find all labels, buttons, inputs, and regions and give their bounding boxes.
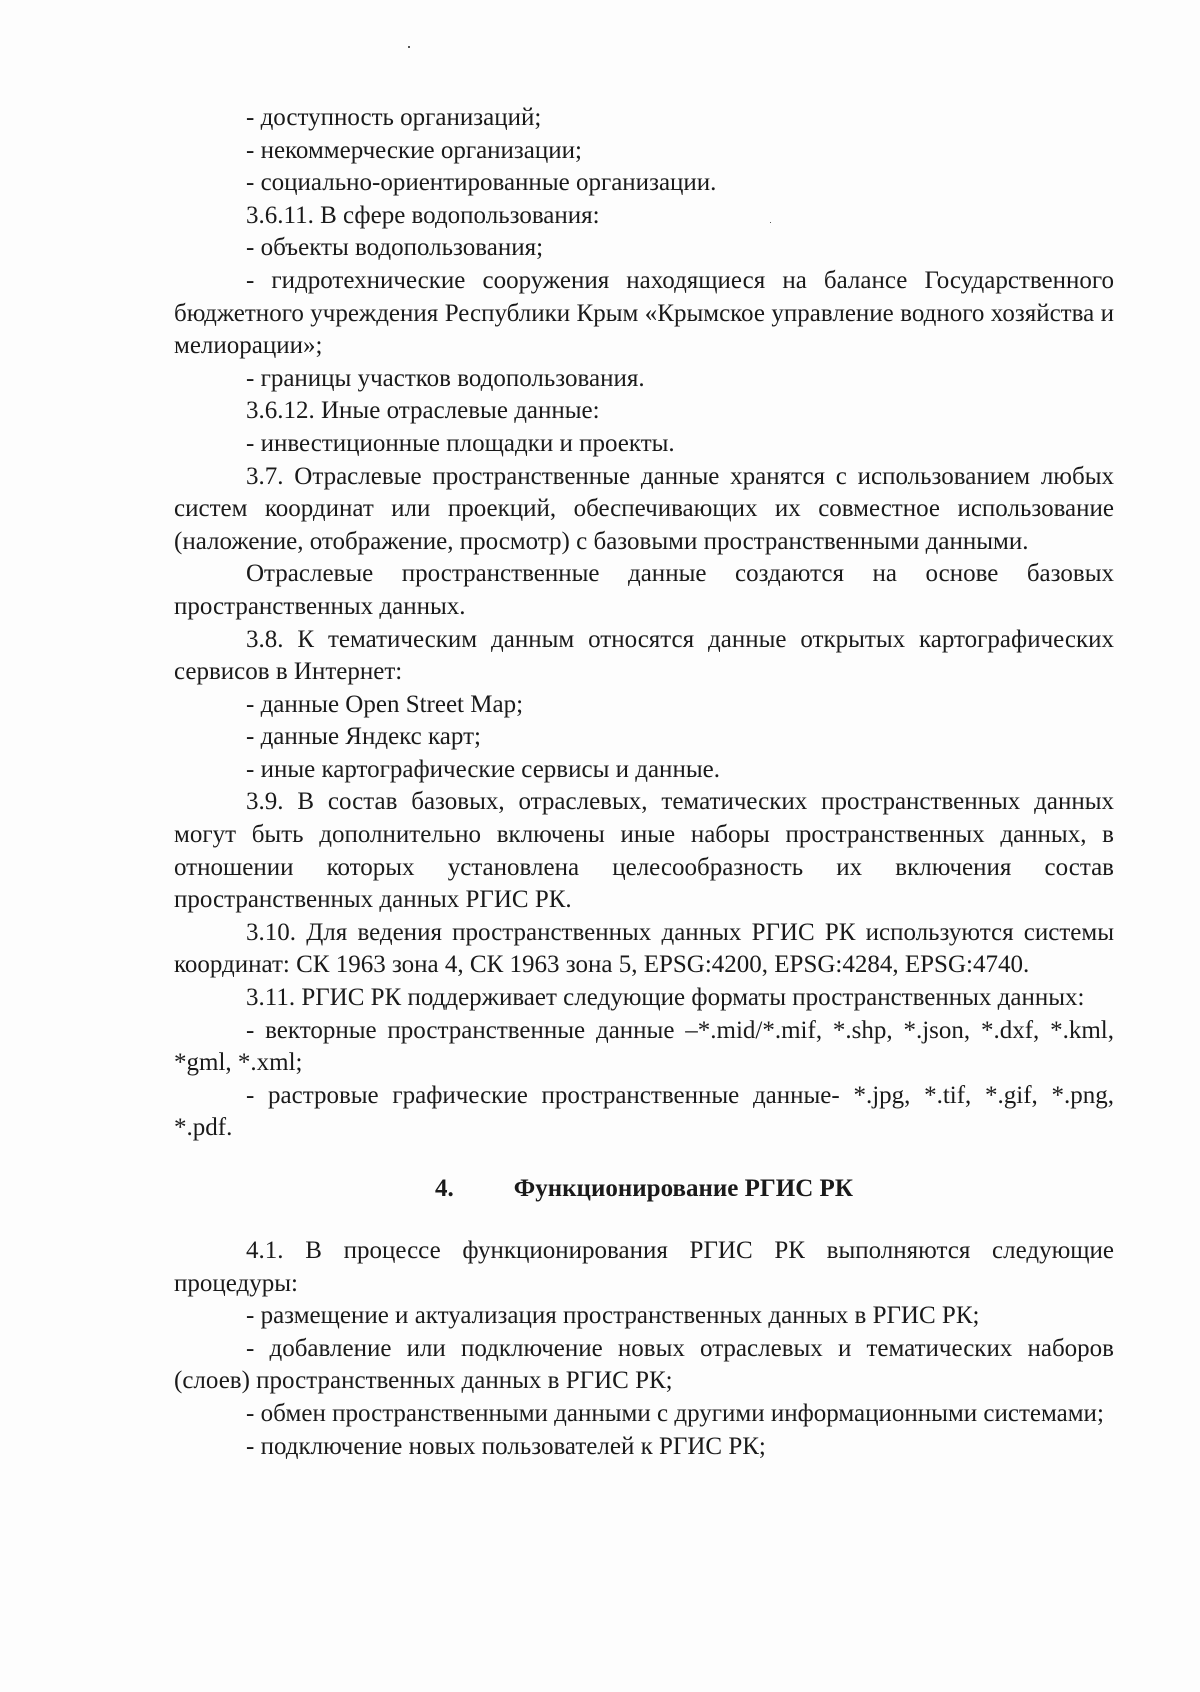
list-item: - размещение и актуализация пространственных данных в РГИС РК; [246,1302,980,1330]
paragraph-3-7-continued: Отраслевые пространственные данные создаются на основе базовых пространственных данных. [174,560,1114,620]
paragraph-4-1: 4.1. В процессе функционирования РГИС РК выполняются следующие процедуры: [174,1237,1114,1297]
paragraph-3-6-12: 3.6.12. Иные отраслевые данные: [246,397,600,425]
list-item: - данные Яндекс карт; [246,723,481,751]
scan-speck [408,46,410,48]
list-item: - подключение новых пользователей к РГИС РК; [246,1432,766,1460]
section-number: 4. [435,1175,454,1202]
paragraph-3-6-11: 3.6.11. В сфере водопользования: [246,201,600,229]
list-item: - растровые графические пространственные данные- *.jpg, *.tif, *.gif, *.png, *.pdf. [174,1081,1114,1142]
list-item: - социально-ориентированные организации. [246,169,717,197]
section-heading [174,1173,1114,1205]
list-item: - добавление или подключение новых отраслевых и тематических наборов (слоев) пространственных данных в РГИС РК; [174,1334,1114,1395]
list-item: - обмен пространственными данными с другими информационными системами; [246,1399,1104,1427]
list-item: - данные Open Street Map; [246,690,524,718]
list-item: - иные картографические сервисы и данные. [246,755,720,783]
list-item: - объекты водопользования; [246,234,544,262]
paragraph-3-11: 3.11. РГИС РК поддерживает следующие форматы пространственных данных: [246,984,1085,1012]
list-item: - границы участков водопользования. [246,364,645,392]
section-title: Функционирование РГИС РК [513,1175,853,1202]
paragraph-3-7: 3.7. Отраслевые пространственные данные хранятся с использованием любых систем координат или проекций, обеспечивающих их совместное использование (наложение, отображение, просмотр) с базовыми пространственными данными. [174,462,1114,555]
list-item: - инвестиционные площадки и проекты. [246,429,675,457]
list-item: - доступность организаций; [246,104,542,131]
paragraph-3-8: 3.8. К тематическим данным относятся данные открытых картографических сервисов в Интернет: [174,625,1114,686]
paragraph-3-9: 3.9. В состав базовых, отраслевых, тематических пространственных данных могут быть дополнительно включены иные наборы пространственных данных, в отношении которых установлена целесообразность их включения состав пространственных данных РГИС РК. [174,788,1114,914]
list-item: - некоммерческие организации; [246,136,582,164]
paragraph-3-10: 3.10. Для ведения пространственных данных РГИС РК используются системы координат: СК 1963 зона 4, СК 1963 зона 5, EPSG:4200, EPSG:4284, EPSG:4740. [174,918,1114,979]
list-item: - гидротехнические сооружения находящиеся на балансе Государственного бюджетного учреждения Республики Крым «Крымское управление водного хозяйства и мелиорации»; [174,266,1114,360]
list-item: - векторные пространственные данные –*.mid/*.mif, *.shp, *.json, *.dxf, *.kml, *gml, *.xml; [174,1016,1114,1077]
document-body [174,102,1114,1463]
